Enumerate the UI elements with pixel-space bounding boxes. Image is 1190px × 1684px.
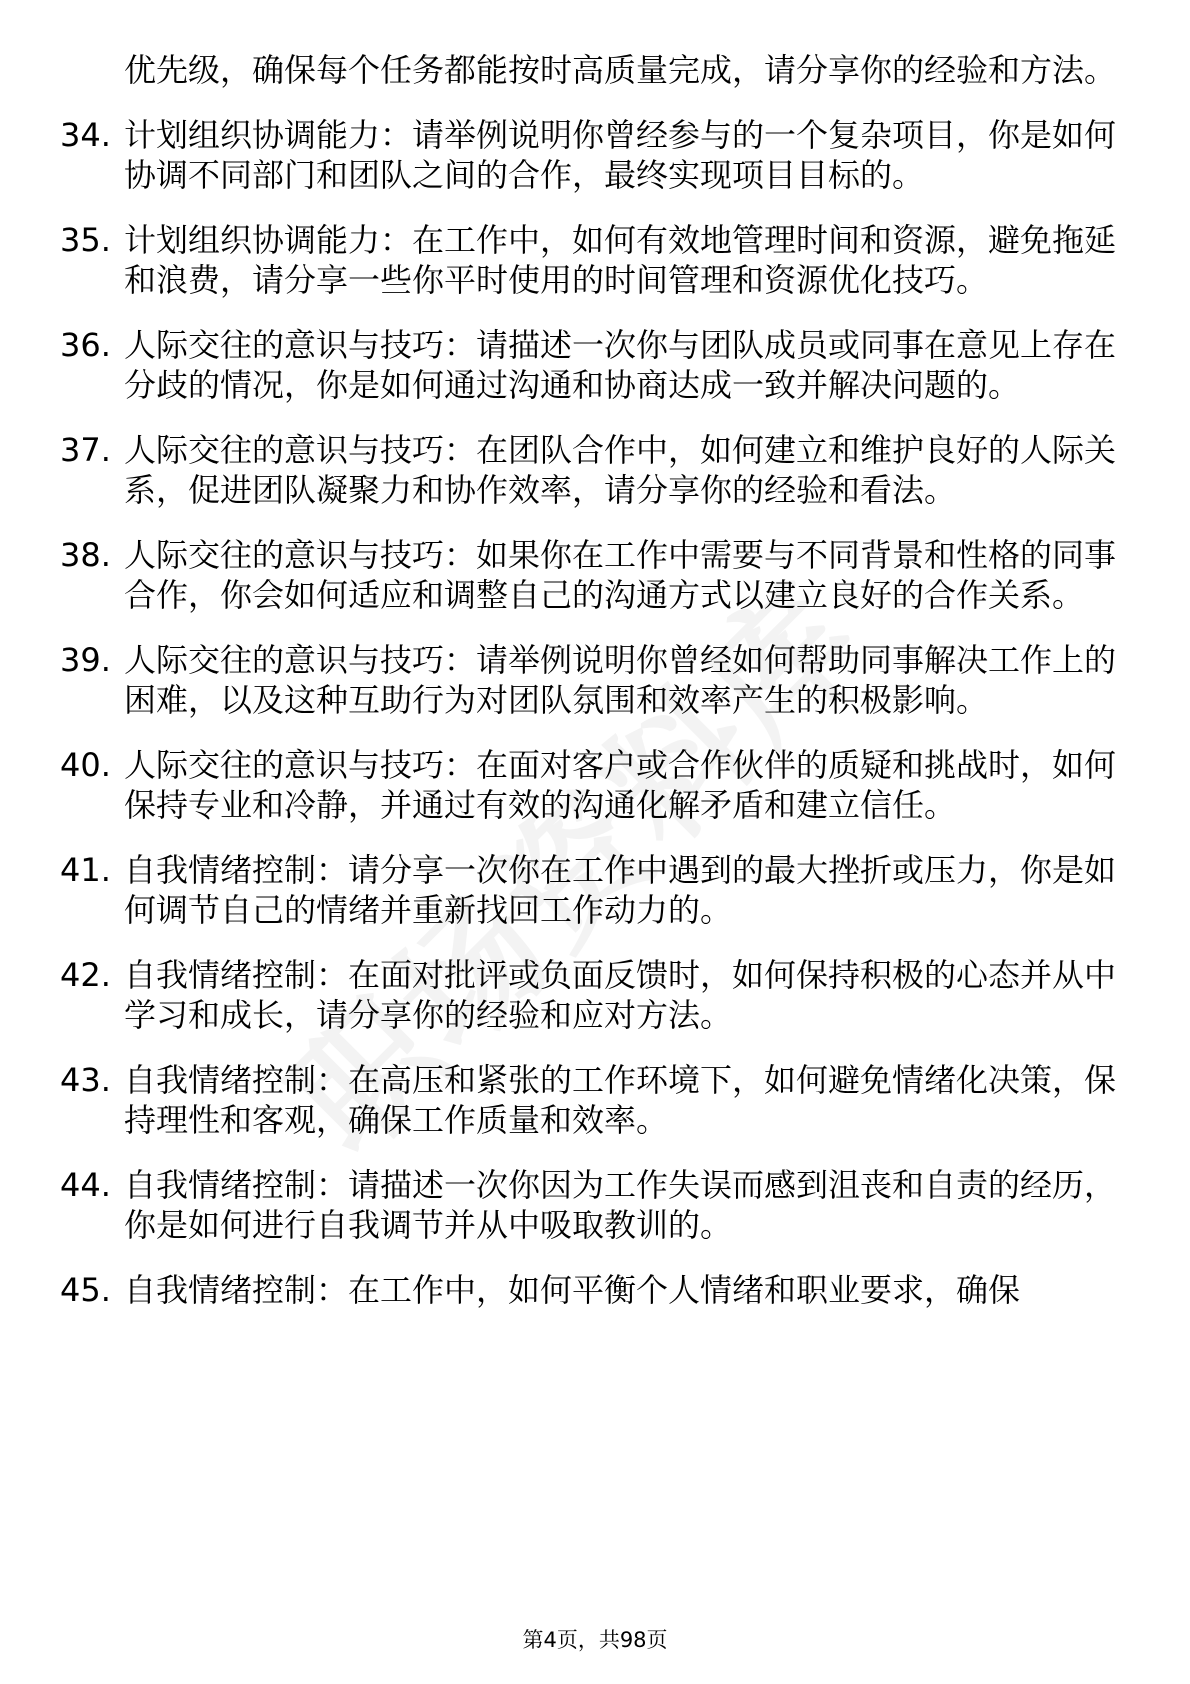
list-item [60, 1165, 1120, 1245]
item-text: 计划组织协调能力：请举例说明你曾经参与的一个复杂项目，你是如何协调不同部门和团队之间的合作，最终实现项目目标的。 [124, 116, 1117, 194]
list-item [60, 430, 1120, 510]
item-text: 自我情绪控制：在高压和紧张的工作环境下，如何避免情绪化决策，保持理性和客观，确保工作质量和效率。 [124, 1061, 1117, 1139]
item-number: 36. [60, 326, 111, 364]
item-number: 41. [60, 851, 111, 889]
item-text: 自我情绪控制：在面对批评或负面反馈时，如何保持积极的心态并从中学习和成长，请分享你的经验和应对方法。 [124, 956, 1117, 1034]
list-item [60, 640, 1120, 720]
item-number: 39. [60, 641, 111, 679]
list-item [60, 325, 1120, 405]
page-number-footer: 第4页，共98页 [522, 1628, 668, 1652]
continuation-text: 优先级，确保每个任务都能按时高质量完成，请分享你的经验和方法。 [124, 51, 1117, 89]
item-text: 计划组织协调能力：在工作中，如何有效地管理时间和资源，避免拖延和浪费，请分享一些你平时使用的时间管理和资源优化技巧。 [124, 221, 1117, 299]
list-item [60, 1270, 1120, 1310]
item-number: 34. [60, 116, 111, 154]
item-number: 44. [60, 1166, 111, 1204]
item-number: 42. [60, 956, 111, 994]
list-item [60, 955, 1120, 1035]
list-item [60, 220, 1120, 300]
item-number: 45. [60, 1271, 111, 1309]
item-text: 人际交往的意识与技巧：如果你在工作中需要与不同背景和性格的同事合作，你会如何适应和调整自己的沟通方式以建立良好的合作关系。 [124, 536, 1117, 614]
item-number: 38. [60, 536, 111, 574]
item-text: 人际交往的意识与技巧：在面对客户或合作伙伴的质疑和挑战时，如何保持专业和冷静，并通过有效的沟通化解矛盾和建立信任。 [124, 746, 1117, 824]
item-text: 人际交往的意识与技巧：在团队合作中，如何建立和维护良好的人际关系，促进团队凝聚力和协作效率，请分享你的经验和看法。 [124, 431, 1117, 509]
item-number: 40. [60, 746, 111, 784]
item-number: 37. [60, 431, 111, 469]
list-item [60, 850, 1120, 930]
continuation-paragraph [60, 50, 1120, 90]
list-item [60, 115, 1120, 195]
item-number: 43. [60, 1061, 111, 1099]
list-item [60, 535, 1120, 615]
item-number: 35. [60, 221, 111, 259]
item-text: 人际交往的意识与技巧：请描述一次你与团队成员或同事在意见上存在分歧的情况，你是如何通过沟通和协商达成一致并解决问题的。 [124, 326, 1117, 404]
item-text: 自我情绪控制：请分享一次你在工作中遇到的最大挫折或压力，你是如何调节自己的情绪并重新找回工作动力的。 [124, 851, 1117, 929]
list-item [60, 745, 1120, 825]
item-text: 自我情绪控制：请描述一次你因为工作失误而感到沮丧和自责的经历，你是如何进行自我调节并从中吸取教训的。 [124, 1166, 1117, 1244]
item-text: 人际交往的意识与技巧：请举例说明你曾经如何帮助同事解决工作上的困难，以及这种互助行为对团队氛围和效率产生的积极影响。 [124, 641, 1117, 719]
question-list [60, 50, 1120, 1335]
list-item [60, 1060, 1120, 1140]
item-text: 自我情绪控制：在工作中，如何平衡个人情绪和职业要求，确保 [124, 1271, 1021, 1309]
